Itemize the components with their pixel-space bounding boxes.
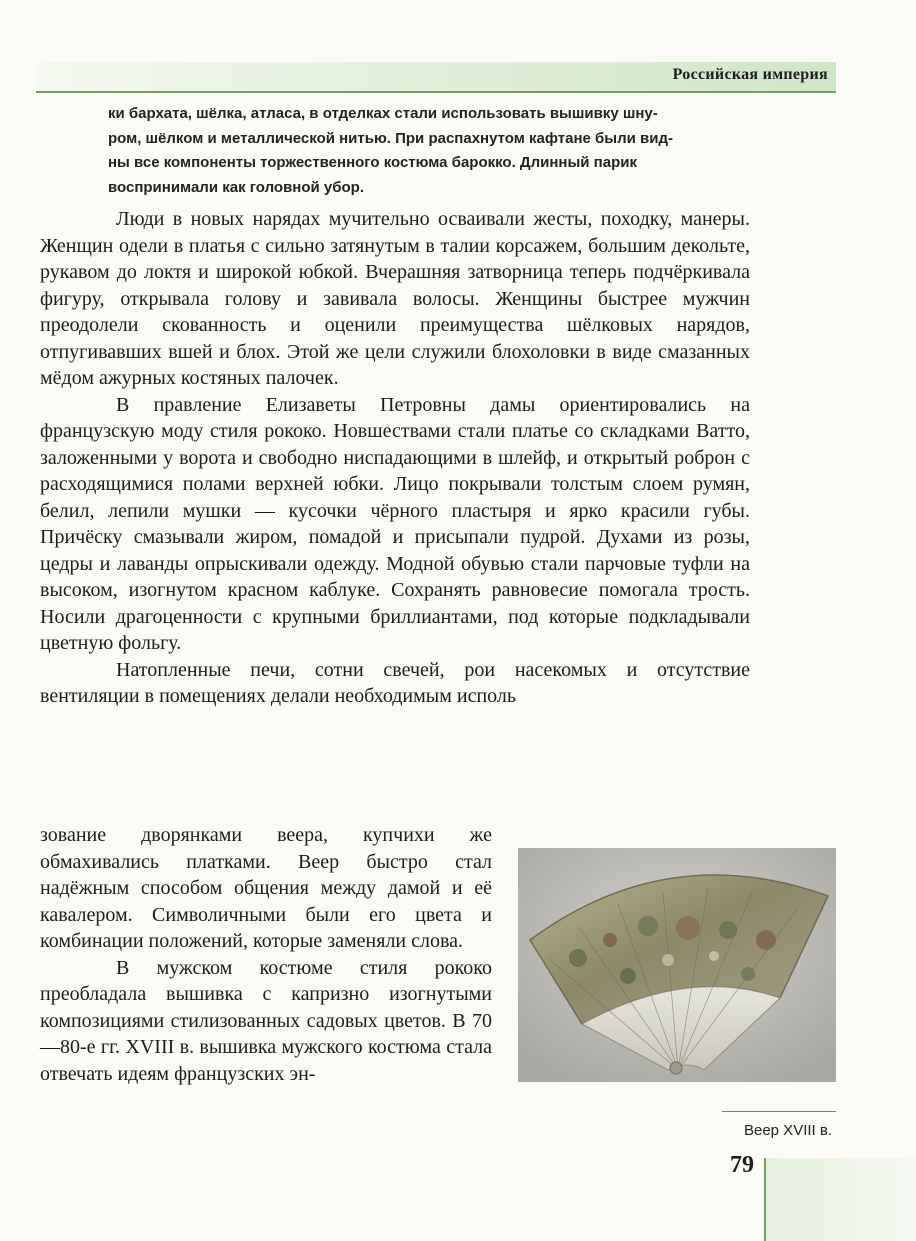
page-number-rule xyxy=(764,1158,766,1241)
caption-line: ром, шёлком и металлической нитью. При распахнутом кафтане были вид- xyxy=(108,129,673,147)
caption-rule xyxy=(722,1111,836,1112)
body-paragraph: Люди в новых нарядах мучительно осваивали жесты, походку, манеры. Женщин одели в платья с сильно затянутым в талии корсажем, большим декольте, рукавом до локтя и широкой юбкой. Вчерашняя затворница теперь подчёркивала фигуру, открывала голову и завивала волосы. Женщины быстрее мужчин преодолели скованность и оценили преимущества шёлковых нарядов, отпугивавших вшей и блох. Этой же цели служили блохоловки в виде смазанных мёдом ажурных костяных палочек. xyxy=(40,208,750,389)
page-number: 79 xyxy=(730,1152,754,1178)
fan-photo xyxy=(518,848,836,1082)
caption-paragraph xyxy=(108,102,830,200)
page-corner-tint xyxy=(766,1158,916,1241)
fan-illustration-icon xyxy=(518,848,836,1082)
figure-caption: Веер XVIII в. xyxy=(743,1122,832,1139)
caption-line: ны все компоненты торжественного костюма барокко. Длинный парик xyxy=(108,154,637,171)
narrow-text-block xyxy=(40,822,492,1087)
body-paragraph: Натопленные печи, сотни свечей, рои насекомых и отсутствие вентиляции в помещениях делали необходимым исполь xyxy=(40,658,750,707)
body-paragraph: В мужском костюме стиля рококо преобладала вышивка с капризно изогнутыми композициями стилизованных садовых цветов. В 70—80-е гг. XVIII в. вышивка мужского костюма стала отвечать идеям французских эн- xyxy=(40,956,492,1085)
running-head: Российская империя xyxy=(672,66,828,83)
body-text-block xyxy=(40,206,750,710)
caption-line: ки бархата, шёлка, атласа, в отделках стали использовать вышивку шну- xyxy=(108,105,658,122)
caption-line: воспринимали как головной убор. xyxy=(108,178,365,196)
body-paragraph-continued: зование дворянками веера, купчихи же обмахивались платками. Веер быстро стал надёжным способом общения между дамой и её кавалером. Символичными были его цвета и комбинации положений, которые заменяли слова. xyxy=(40,824,492,952)
body-paragraph: В правление Елизаветы Петровны дамы ориентировались на французскую моду стиля рококо. Новшествами стали платье со складками Ватто, заложенными у ворота и свободно ниспадающими в шлейф, и открытый роброн с расходящимися полами верхней юбки. Лицо покрывали толстым слоем румян, белил, лепили мушки — кусочки чёрного пластыря и ярко красили губы. Причёску смазывали жиром, помадой и присыпали пудрой. Духами из розы, цедры и лаванды опрыскивали одежду. Модной обувью стали парчовые туфли на высоком, изогнутом красном каблуке. Сохранять равновесие помогала трость. Носили драгоценности с крупными бриллиантами, под которые подкладывали цветную фольгу. xyxy=(40,393,750,654)
header-rule xyxy=(36,91,836,93)
